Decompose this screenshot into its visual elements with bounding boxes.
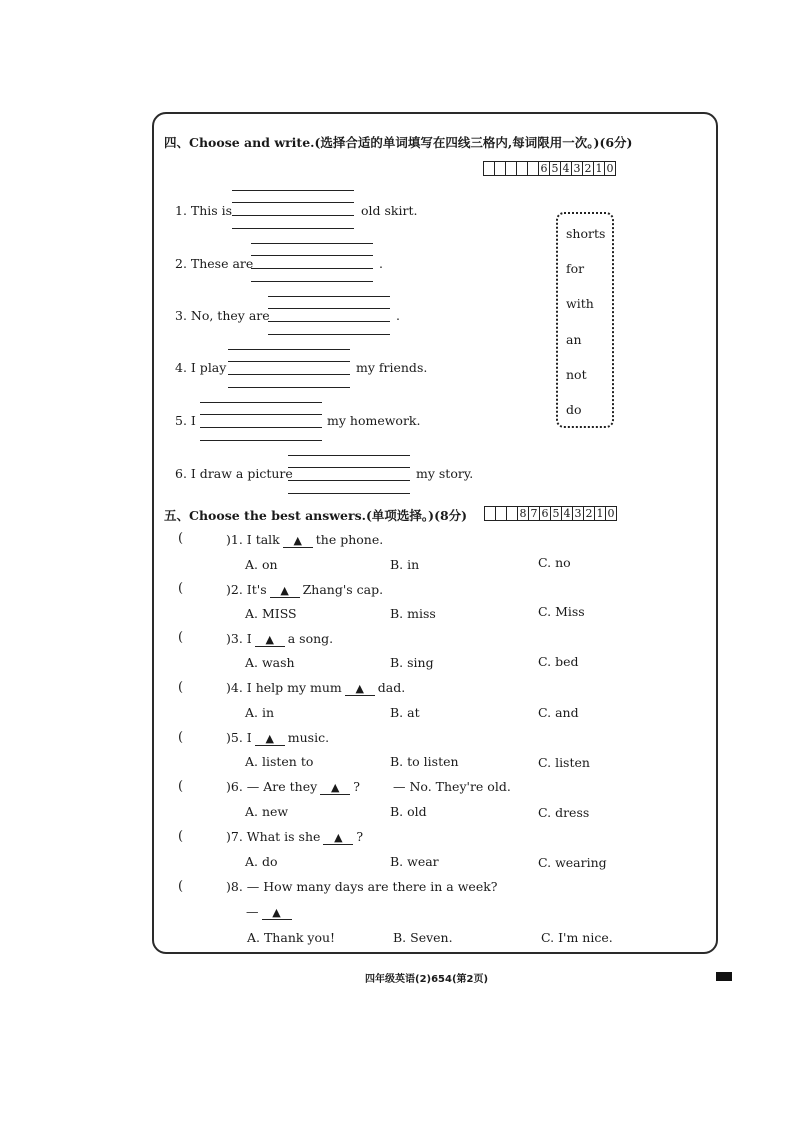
score-cell[interactable]: 1 — [595, 162, 603, 175]
score-cell[interactable]: 0 — [606, 162, 614, 175]
word-bank-item: an — [566, 332, 582, 347]
answer-line — [246, 904, 295, 920]
answer-paren[interactable]: ( — [178, 581, 184, 596]
registration-mark — [716, 972, 732, 981]
option-a[interactable]: A. MISS — [245, 606, 297, 621]
score-cell[interactable]: 2 — [584, 162, 592, 175]
blank-triangle: ▲ — [262, 907, 292, 920]
question-number: )3. — [226, 631, 243, 646]
option-b[interactable]: B. to listen — [390, 754, 459, 769]
word-bank — [556, 212, 614, 428]
four-line-blank[interactable] — [232, 190, 354, 228]
mc-question — [226, 779, 360, 795]
score-cell[interactable] — [496, 507, 507, 521]
mc-question — [226, 582, 383, 598]
blank-triangle: ▲ — [323, 832, 353, 845]
four-line-blank[interactable] — [251, 243, 373, 281]
option-c[interactable]: C. no — [538, 555, 571, 570]
section5-title: 五、Choose the best answers.(单项选择。)(8分) — [164, 508, 468, 523]
answer-paren[interactable]: ( — [178, 531, 184, 546]
question-number: )4. — [226, 680, 243, 695]
score-cell[interactable]: 8 — [519, 507, 527, 520]
option-a[interactable]: A. do — [245, 854, 278, 869]
blank-triangle: ▲ — [320, 782, 350, 795]
score-cell[interactable]: 3 — [574, 507, 582, 520]
four-line-blank[interactable] — [268, 296, 390, 334]
option-a[interactable]: A. on — [245, 557, 278, 572]
question-text-after: ? — [353, 779, 360, 794]
blank-triangle: ▲ — [255, 733, 285, 746]
word-bank-item: not — [566, 367, 587, 382]
question-text-before: I help my mum — [246, 680, 342, 695]
score-cell[interactable]: 5 — [552, 507, 560, 520]
option-a[interactable]: A. Thank you! — [247, 930, 336, 945]
blank-triangle: ▲ — [283, 535, 313, 548]
option-a[interactable]: A. listen to — [245, 754, 314, 769]
q4-6-before: 6. I draw a picture — [175, 466, 293, 481]
section5-score-grid — [484, 506, 617, 521]
q4-4-after: my friends. — [356, 360, 428, 375]
q4-2-before: 2. These are — [175, 256, 254, 271]
score-cell[interactable]: 3 — [573, 162, 581, 175]
score-cell[interactable]: 6 — [541, 507, 549, 520]
dash: — — [246, 904, 259, 919]
option-b[interactable]: B. miss — [390, 606, 436, 621]
score-cell[interactable] — [485, 507, 496, 521]
score-cell[interactable]: 1 — [596, 507, 604, 520]
score-cell[interactable] — [528, 162, 539, 176]
q4-5-after: my homework. — [327, 413, 421, 428]
question-text-after: a song. — [287, 631, 334, 646]
mc-question — [226, 680, 405, 696]
question-text-before: — Are they — [246, 779, 318, 794]
score-cell[interactable]: 6 — [540, 162, 548, 175]
blank-triangle: ▲ — [345, 683, 375, 696]
option-c[interactable]: C. Miss — [538, 604, 585, 619]
q4-1-after: old skirt. — [361, 203, 418, 218]
question-text-before: I — [246, 631, 252, 646]
option-b[interactable]: B. old — [390, 804, 427, 819]
answer-paren[interactable]: ( — [178, 730, 184, 745]
answer-paren[interactable]: ( — [178, 779, 184, 794]
score-cell[interactable]: 4 — [563, 507, 571, 520]
score-cell[interactable]: 7 — [530, 507, 538, 520]
score-cell[interactable] — [517, 162, 528, 176]
option-a[interactable]: A. wash — [245, 655, 295, 670]
question-text-after: music. — [287, 730, 330, 745]
q4-2-after: . — [379, 256, 383, 271]
score-cell[interactable] — [506, 162, 517, 176]
score-cell[interactable]: 5 — [551, 162, 559, 175]
question-text-before: I talk — [246, 532, 280, 547]
question-text-before: I — [246, 730, 252, 745]
word-bank-item: do — [566, 402, 582, 417]
word-bank-item: for — [566, 261, 585, 276]
mc-question — [226, 730, 329, 746]
score-cell[interactable] — [507, 507, 518, 521]
answer-paren[interactable]: ( — [178, 680, 184, 695]
question-text-after: Zhang's cap. — [302, 582, 384, 597]
option-c[interactable]: C. and — [538, 705, 579, 720]
question-text-after: ? — [356, 829, 364, 844]
score-cell[interactable] — [484, 162, 495, 176]
question-text-before: It's — [246, 582, 267, 597]
blank-triangle: ▲ — [270, 585, 300, 598]
question-number: )1. — [226, 532, 243, 547]
option-c[interactable]: C. wearing — [538, 855, 607, 870]
word-bank-item: with — [566, 296, 594, 311]
question-text-after: dad. — [377, 680, 406, 695]
score-cell[interactable]: 2 — [585, 507, 593, 520]
mc-question — [226, 879, 498, 894]
question-text-before: — How many days are there in a week? — [246, 879, 498, 894]
section4-title: 四、Choose and write.(选择合适的单词填写在四线三格内,每词限用一次。)(6分) — [164, 135, 633, 150]
question-number: )5. — [226, 730, 243, 745]
q4-3-after: . — [396, 308, 400, 323]
option-b[interactable]: B. wear — [390, 854, 439, 869]
question-number: )8. — [226, 879, 243, 894]
option-b[interactable]: B. sing — [390, 655, 434, 670]
option-a[interactable]: A. new — [245, 804, 289, 819]
answer-paren[interactable]: ( — [178, 630, 184, 645]
dialogue-reply: — No. They're old. — [393, 779, 511, 794]
option-c[interactable]: C. dress — [538, 805, 590, 820]
section4-score-grid — [483, 161, 616, 176]
option-b[interactable]: B. Seven. — [393, 930, 453, 945]
score-cell[interactable]: 4 — [562, 162, 570, 175]
four-line-blank[interactable] — [288, 455, 410, 493]
option-c[interactable]: C. I'm nice. — [541, 930, 613, 945]
mc-question — [226, 631, 333, 647]
option-b[interactable]: B. at — [390, 705, 420, 720]
mc-question — [226, 532, 383, 548]
question-number: )2. — [226, 582, 243, 597]
four-line-blank[interactable] — [228, 349, 350, 387]
four-line-blank[interactable] — [200, 402, 322, 440]
question-number: )7. — [226, 829, 243, 844]
question-text-after: the phone. — [315, 532, 384, 547]
answer-paren[interactable]: ( — [178, 879, 184, 894]
word-bank-item: shorts — [566, 226, 606, 241]
option-c[interactable]: C. bed — [538, 654, 579, 669]
option-a[interactable]: A. in — [245, 705, 275, 720]
page-footer: 四年级英语(2)654(第2页) — [365, 974, 489, 985]
option-b[interactable]: B. in — [390, 557, 420, 572]
mc-question — [226, 829, 363, 845]
q4-3-before: 3. No, they are — [175, 308, 270, 323]
option-c[interactable]: C. listen — [538, 755, 590, 770]
score-cell[interactable]: 0 — [607, 507, 615, 520]
question-text-before: What is she — [246, 829, 321, 844]
q4-1-before: 1. This is — [175, 203, 233, 218]
answer-paren[interactable]: ( — [178, 829, 184, 844]
score-cell[interactable] — [495, 162, 506, 176]
blank-triangle: ▲ — [255, 634, 285, 647]
q4-4-before: 4. I play — [175, 360, 227, 375]
q4-6-after: my story. — [416, 466, 474, 481]
question-number: )6. — [226, 779, 243, 794]
q4-5-before: 5. I — [175, 413, 196, 428]
